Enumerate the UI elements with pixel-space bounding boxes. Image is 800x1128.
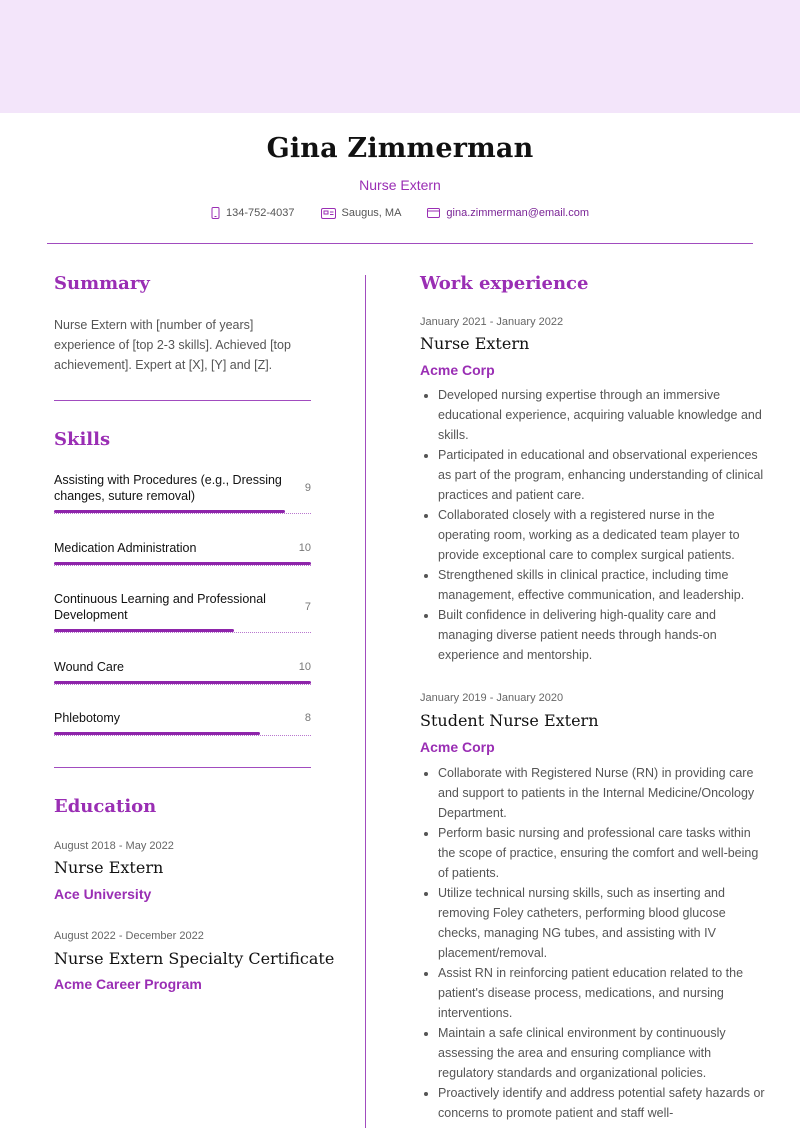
job-bullets: [420, 385, 768, 665]
list-item: • Collaborate with Registered Nurse (RN) in providing care and support to patients in the Internal Medicine/Oncology Department.: [438, 763, 768, 823]
phone-text: 134-752-4037: [225, 207, 295, 219]
skill-level: 9: [304, 482, 311, 494]
skill-item: [54, 472, 311, 514]
header-divider: [47, 243, 753, 244]
skill-item: [54, 659, 311, 685]
contact-location: [321, 207, 402, 219]
skill-bar: [54, 681, 311, 685]
list-item: • Proactively identify and address potential safety hazards or concerns to promote patient and staff well-: [438, 1083, 768, 1123]
skill-bar-fill: [54, 629, 234, 632]
education-dates: August 2022 - December 2022: [54, 930, 204, 942]
skill-level: 10: [298, 661, 311, 673]
skills-heading: Skills: [54, 429, 111, 450]
education-school: Ace University: [54, 886, 152, 902]
list-item: • Assist RN in reinforcing patient education related to the patient's disease process, medications, and nursing interventions.: [438, 963, 768, 1023]
skill-name: Phlebotomy: [54, 711, 121, 725]
job-dates: January 2021 - January 2022: [420, 316, 564, 328]
column-divider: [365, 275, 366, 1128]
candidate-name: Gina Zimmerman: [266, 133, 534, 164]
list-item: • Participated in educational and observational experiences as part of the program, enhancing understanding of clinical practices and patient care.: [438, 445, 768, 505]
summary-divider: [54, 400, 311, 401]
job-company: Acme Corp: [420, 739, 495, 755]
skill-item: [54, 591, 311, 633]
skill-name: Assisting with Procedures (e.g., Dressing changes, suture removal): [54, 473, 282, 503]
summary-heading: Summary: [54, 273, 150, 294]
contact-bar: [0, 207, 800, 219]
skill-level: 7: [304, 601, 311, 613]
header-band: [0, 0, 800, 113]
skill-bar-fill: [54, 562, 311, 565]
skill-name: Continuous Learning and Professional Development: [54, 592, 266, 622]
skill-item: [54, 540, 311, 566]
list-item: • Strengthened skills in clinical practice, including time management, effective communication, and leadership.: [438, 565, 768, 605]
list-item: • Developed nursing expertise through an immersive educational experience, acquiring valuable knowledge and skills.: [438, 385, 768, 445]
job-company: Acme Corp: [420, 362, 495, 378]
list-item: • Collaborated closely with a registered nurse in the operating room, working as a dedicated team player to provide exceptional care to complex surgical patients.: [438, 505, 768, 565]
skills-divider: [54, 767, 311, 768]
location-text: Saugus, MA: [341, 207, 402, 219]
job-role: Nurse Extern: [420, 334, 530, 353]
skill-item: [54, 710, 311, 736]
skill-level: 8: [304, 712, 311, 724]
skill-bar-fill: [54, 681, 311, 684]
skill-bar: [54, 629, 311, 633]
map-icon: [321, 208, 336, 219]
mail-icon: [427, 208, 440, 218]
summary-text: Nurse Extern with [number of years] experience of [top 2-3 skills]. Achieved [top achievement]. Expert at [X], [Y] and [Z].: [54, 318, 291, 372]
skill-bar-fill: [54, 732, 260, 735]
list-item: • Built confidence in delivering high-quality care and managing diverse patient needs through hands-on experience and mentorship.: [438, 605, 768, 665]
list-item: • Perform basic nursing and professional care tasks within the scope of practice, ensuring the comfort and well-being of patients.: [438, 823, 768, 883]
skill-name: Medication Administration: [54, 541, 197, 555]
education-school: Acme Career Program: [54, 976, 202, 992]
education-degree: Nurse Extern Specialty Certificate: [54, 949, 335, 968]
education-dates: August 2018 - May 2022: [54, 840, 174, 852]
phone-icon: [211, 207, 220, 219]
skill-bar: [54, 562, 311, 566]
education-degree: Nurse Extern: [54, 858, 164, 877]
candidate-title: Nurse Extern: [359, 177, 441, 193]
job-bullets: [420, 763, 768, 1123]
contact-phone: [211, 207, 295, 219]
experience-heading: Work experience: [420, 273, 589, 294]
skill-bar-fill: [54, 510, 285, 513]
list-item: • Utilize technical nursing skills, such as inserting and removing Foley catheters, performing blood glucose checks, managing NG tubes, and assisting with IV placement/removal.: [438, 883, 768, 963]
contact-email[interactable]: [427, 207, 589, 219]
skill-bar: [54, 510, 311, 514]
skill-name: Wound Care: [54, 660, 124, 674]
list-item: • Maintain a safe clinical environment by continuously assessing the area and ensuring compliance with regulatory standards and organizational policies.: [438, 1023, 768, 1083]
skill-bar: [54, 732, 311, 736]
job-role: Student Nurse Extern: [420, 711, 599, 730]
education-heading: Education: [54, 796, 157, 817]
skill-level: 10: [298, 542, 311, 554]
job-dates: January 2019 - January 2020: [420, 692, 564, 704]
email-link[interactable]: gina.zimmerman@email.com: [446, 207, 590, 219]
